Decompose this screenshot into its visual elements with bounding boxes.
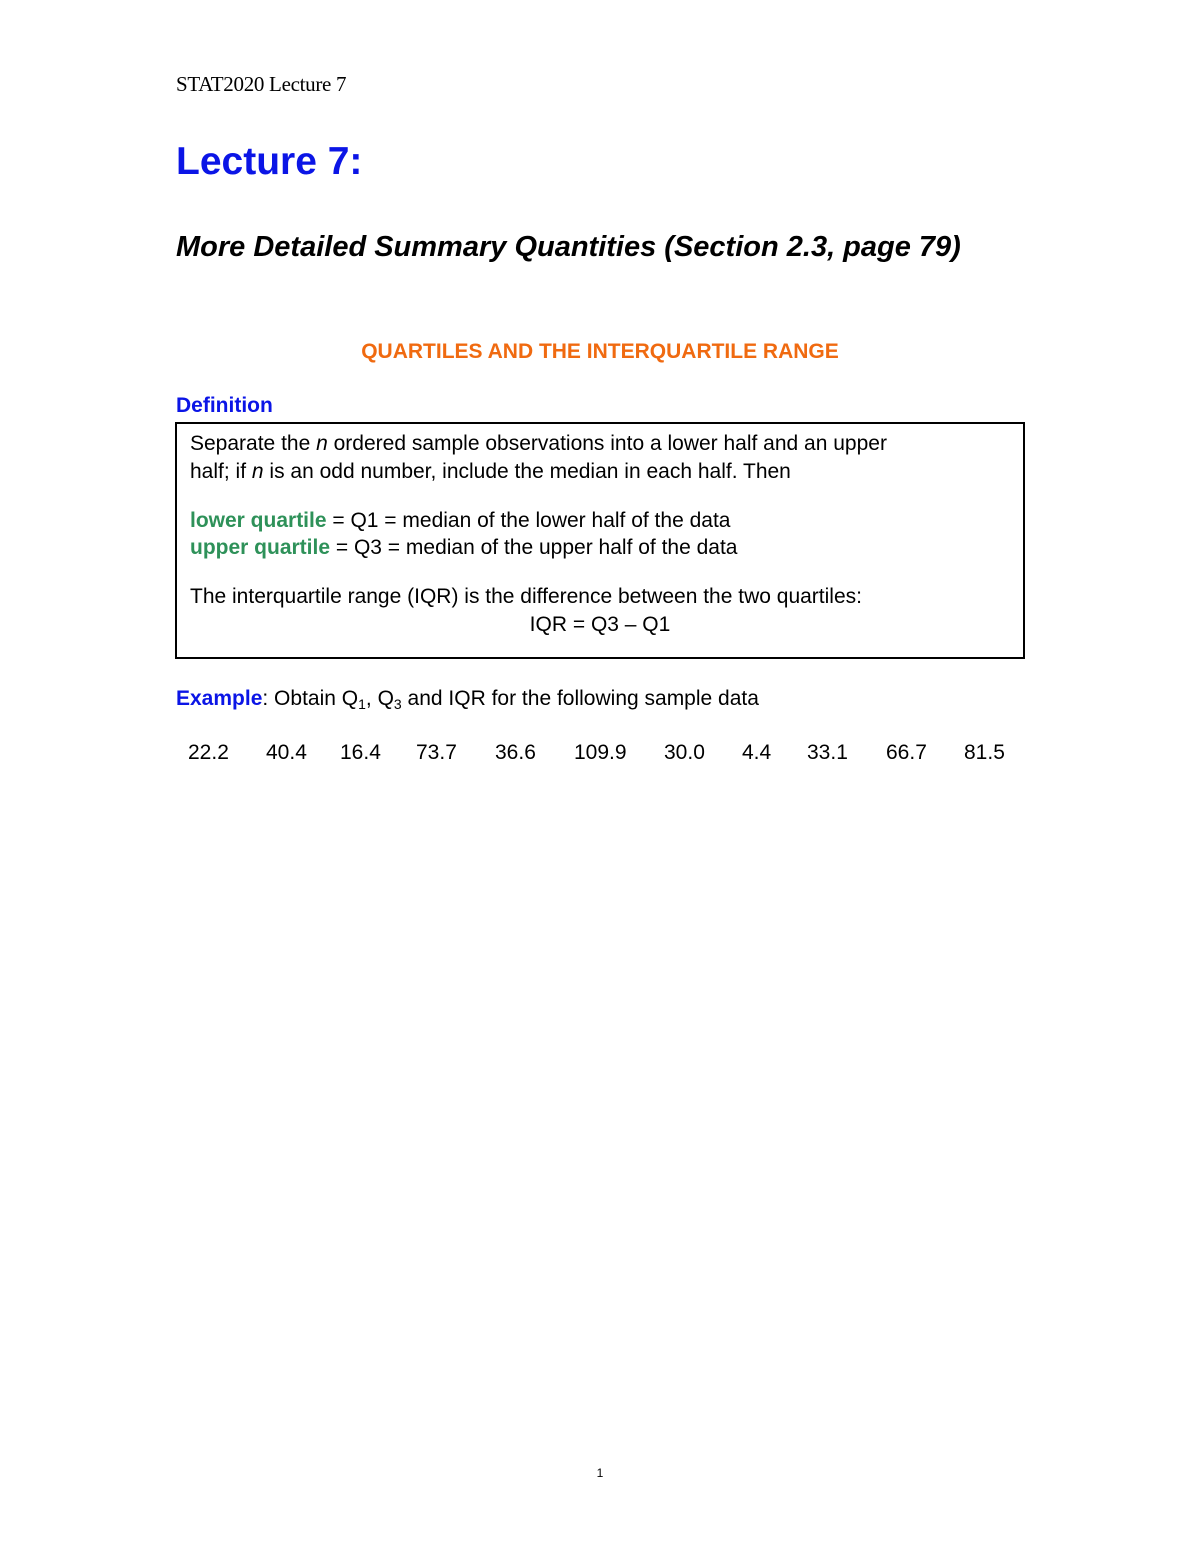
definition-label: Definition <box>176 394 273 417</box>
upper-quartile-line: upper quartile = Q3 = median of the upper half of the data <box>190 536 738 559</box>
data-value: 22.2 <box>188 741 229 764</box>
data-value: 40.4 <box>266 741 307 764</box>
lower-quartile-term: lower quartile <box>190 509 327 532</box>
example-line: Example: Obtain $Q_1$, $Q_3$ and IQR for the following sample data <box>176 687 759 712</box>
lower-quartile-line: lower quartile = Q1 = median of the lower half of the data <box>190 509 731 532</box>
data-value: 33.1 <box>807 741 848 764</box>
iqr-definition: The interquartile range (IQR) is the difference between the two quartiles: <box>190 585 862 608</box>
data-value: 81.5 <box>964 741 1005 764</box>
n-variable: n <box>251 460 264 483</box>
n-variable: n <box>316 432 328 455</box>
data-value: 4.4 <box>742 741 772 764</box>
iqr-formula: IQR = Q3 – Q1 <box>529 613 671 636</box>
data-value: 73.7 <box>416 741 457 764</box>
lecture-subtitle: More Detailed Summary Quantities (Section 2.3, page 79) <box>176 231 961 263</box>
data-value: 16.4 <box>340 741 381 764</box>
data-value: 30.0 <box>664 741 705 764</box>
example-label: Example <box>176 687 263 710</box>
lecture-title: Lecture 7: <box>176 140 363 183</box>
data-value: 36.6 <box>495 741 536 764</box>
page-number: 1 <box>596 1466 604 1480</box>
upper-quartile-term: upper quartile <box>190 536 331 559</box>
data-value: 109.9 <box>574 741 627 764</box>
definition-line-2: half; if n is an odd number, include the median in each half. Then <box>190 460 791 483</box>
page-header: STAT2020 Lecture 7 <box>176 72 347 96</box>
definition-line-1: Separate the n ordered sample observations into a lower half and an upper <box>190 432 887 455</box>
section-heading: QUARTILES AND THE INTERQUARTILE RANGE <box>361 340 839 363</box>
data-value: 66.7 <box>886 741 927 764</box>
